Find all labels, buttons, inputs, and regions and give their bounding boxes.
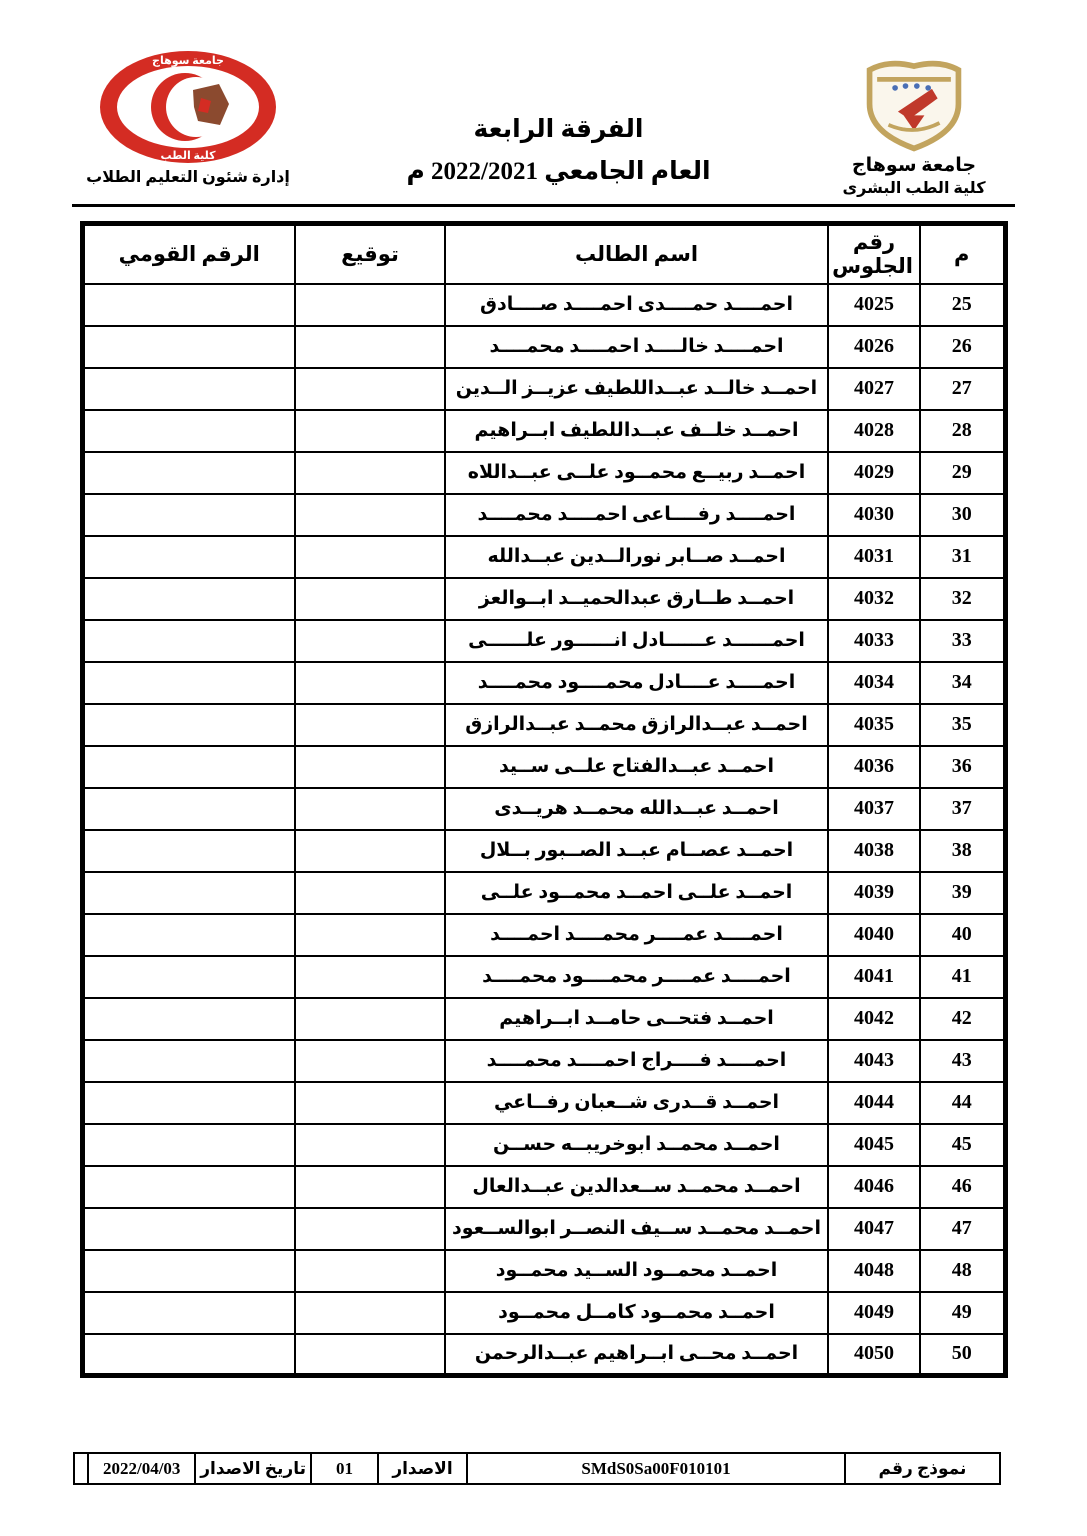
table-row — [82, 1250, 1005, 1292]
row-index: 28 — [920, 410, 1005, 452]
signature-cell — [295, 1082, 445, 1124]
signature-cell — [295, 494, 445, 536]
row-index: 29 — [920, 452, 1005, 494]
national-id-cell — [82, 536, 295, 578]
national-id-cell — [82, 662, 295, 704]
table-row — [82, 956, 1005, 998]
signature-cell — [295, 578, 445, 620]
national-id-cell — [82, 284, 295, 326]
issue-date-label: تاريخ الاصدار — [195, 1453, 311, 1484]
oval-logo-bottom-text: كلية الطب — [160, 150, 216, 162]
national-id-cell — [82, 956, 295, 998]
national-id-cell — [82, 1124, 295, 1166]
row-index: 35 — [920, 704, 1005, 746]
national-id-cell — [82, 746, 295, 788]
row-index: 30 — [920, 494, 1005, 536]
signature-cell — [295, 662, 445, 704]
national-id-cell — [82, 1334, 295, 1376]
national-id-cell — [82, 368, 295, 410]
faculty-of-medicine-crescent-logo-icon — [97, 48, 279, 166]
table-row — [82, 620, 1005, 662]
signature-cell — [295, 326, 445, 368]
table-row — [82, 830, 1005, 872]
table-row — [82, 662, 1005, 704]
student-name: احمــد عبــدالله محمــد هريــدى — [445, 788, 828, 830]
table-row — [82, 998, 1005, 1040]
row-index: 38 — [920, 830, 1005, 872]
header-divider — [72, 204, 1015, 207]
table-row — [82, 746, 1005, 788]
student-name: احمــــد عــــادل محمــــود محمــــد — [445, 662, 828, 704]
student-name: احمــــد عمــــر محمــــود محمــــد — [445, 956, 828, 998]
student-name: احمــد عبــدالرازق محمــد عبــدالرازق — [445, 704, 828, 746]
student-name: احمــد قــدرى شــعبان رفــاعي — [445, 1082, 828, 1124]
student-name: احمــــد فــــراج احمــــد محمــــد — [445, 1040, 828, 1082]
student-name: احمــد علــى احمــد محمــود علــى — [445, 872, 828, 914]
row-index: 50 — [920, 1334, 1005, 1376]
national-id-cell — [82, 704, 295, 746]
signature-cell — [295, 536, 445, 578]
administration-block — [78, 48, 298, 187]
table-row — [82, 1292, 1005, 1334]
seat-number: 4034 — [828, 662, 920, 704]
national-id-cell — [82, 1208, 295, 1250]
row-index: 42 — [920, 998, 1005, 1040]
national-id-cell — [82, 1082, 295, 1124]
table-row — [82, 788, 1005, 830]
national-id-cell — [82, 620, 295, 662]
row-index: 39 — [920, 872, 1005, 914]
national-id-cell — [82, 1292, 295, 1334]
row-index: 26 — [920, 326, 1005, 368]
version-value: 01 — [311, 1453, 378, 1484]
signature-cell — [295, 1124, 445, 1166]
table-row — [82, 1040, 1005, 1082]
seat-number: 4039 — [828, 872, 920, 914]
seat-number: 4047 — [828, 1208, 920, 1250]
row-index: 43 — [920, 1040, 1005, 1082]
student-name: احمــــد خالــــد احمــــد محمــــد — [445, 326, 828, 368]
student-name: احمــد عبــدالفتاح علــى ســيد — [445, 746, 828, 788]
student-name: احمــد محمــود كامــل محمــود — [445, 1292, 828, 1334]
student-name: احمــد عصــام عبــد الصــبور بــلال — [445, 830, 828, 872]
national-id-cell — [82, 494, 295, 536]
student-name: احمــد طــارق عبدالحميــد ابــوالعز — [445, 578, 828, 620]
row-index: 25 — [920, 284, 1005, 326]
seat-number: 4050 — [828, 1334, 920, 1376]
student-name: احمــد محمــود الســيد محمــود — [445, 1250, 828, 1292]
student-name: احمــــــد عــــــادل انــــــور علــــــى — [445, 620, 828, 662]
header-national-id: الرقم القومي — [82, 224, 295, 284]
signature-cell — [295, 1208, 445, 1250]
row-index: 46 — [920, 1166, 1005, 1208]
national-id-cell — [82, 410, 295, 452]
seat-number: 4038 — [828, 830, 920, 872]
table-row — [82, 536, 1005, 578]
signature-cell — [295, 1334, 445, 1376]
university-block — [819, 48, 1009, 198]
table-row — [82, 1082, 1005, 1124]
signature-cell — [295, 1166, 445, 1208]
seat-number: 4037 — [828, 788, 920, 830]
signature-cell — [295, 452, 445, 494]
table-row — [82, 452, 1005, 494]
seat-number: 4043 — [828, 1040, 920, 1082]
signature-cell — [295, 872, 445, 914]
row-index: 44 — [920, 1082, 1005, 1124]
row-index: 40 — [920, 914, 1005, 956]
student-name: احمــــد عمــــر محمــــد احمــــد — [445, 914, 828, 956]
table-row — [82, 914, 1005, 956]
seat-number: 4041 — [828, 956, 920, 998]
signature-cell — [295, 830, 445, 872]
administration-label: إدارة شئون التعليم الطلاب — [86, 169, 290, 186]
document-titles — [406, 48, 710, 186]
form-number-label: نموذج رقم — [845, 1453, 1000, 1484]
national-id-cell — [82, 872, 295, 914]
seat-number: 4026 — [828, 326, 920, 368]
faculty-name: كلية الطب البشرى — [842, 180, 986, 197]
seat-number: 4029 — [828, 452, 920, 494]
form-number-value: SMdS0Sa00F010101 — [467, 1453, 845, 1484]
table-row — [82, 284, 1005, 326]
row-index: 34 — [920, 662, 1005, 704]
row-index: 31 — [920, 536, 1005, 578]
signature-cell — [295, 410, 445, 452]
seat-number: 4036 — [828, 746, 920, 788]
seat-number: 4049 — [828, 1292, 920, 1334]
row-index: 36 — [920, 746, 1005, 788]
table-row — [82, 326, 1005, 368]
national-id-cell — [82, 1166, 295, 1208]
student-name: احمــد خالــد عبــداللطيف عزيــز الــدين — [445, 368, 828, 410]
row-index: 27 — [920, 368, 1005, 410]
signature-cell — [295, 1250, 445, 1292]
table-row — [82, 704, 1005, 746]
signature-cell — [295, 284, 445, 326]
seat-number: 4040 — [828, 914, 920, 956]
student-name: احمــد خلــف عبــداللطيف ابــراهيم — [445, 410, 828, 452]
signature-cell — [295, 1292, 445, 1334]
seat-number: 4045 — [828, 1124, 920, 1166]
sohag-university-shield-logo-icon — [862, 56, 966, 152]
signature-cell — [295, 914, 445, 956]
seat-number: 4042 — [828, 998, 920, 1040]
version-label: الاصدار — [378, 1453, 467, 1484]
signature-cell — [295, 704, 445, 746]
table-header-row — [82, 224, 1005, 284]
table-row — [82, 1124, 1005, 1166]
national-id-cell — [82, 1040, 295, 1082]
row-index: 45 — [920, 1124, 1005, 1166]
student-table-body — [82, 284, 1005, 1376]
signature-cell — [295, 956, 445, 998]
row-index: 33 — [920, 620, 1005, 662]
seat-number: 4030 — [828, 494, 920, 536]
signature-cell — [295, 788, 445, 830]
table-row — [82, 1334, 1005, 1376]
signature-cell — [295, 1040, 445, 1082]
student-name: احمــــد حمــــدى احمــــد صــــادق — [445, 284, 828, 326]
issue-date-value: 2022/04/03 — [88, 1453, 195, 1484]
national-id-cell — [82, 578, 295, 620]
student-name: احمــد محمــد ابوخريبــه حســن — [445, 1124, 828, 1166]
student-name: احمــد محمــد ســيف النصــر ابوالســعود — [445, 1208, 828, 1250]
row-index: 47 — [920, 1208, 1005, 1250]
student-name: احمــد محــى ابــراهيم عبــدالرحمن — [445, 1334, 828, 1376]
page-title: الفرقة الرابعة — [473, 116, 644, 143]
national-id-cell — [82, 326, 295, 368]
footer-empty-cell — [74, 1453, 88, 1484]
signature-cell — [295, 746, 445, 788]
university-name: جامعة سوهاج — [851, 155, 977, 176]
page-header — [0, 0, 1087, 198]
student-name: احمــد محمــد ســعدالدين عبــدالعال — [445, 1166, 828, 1208]
national-id-cell — [82, 998, 295, 1040]
seat-number: 4025 — [828, 284, 920, 326]
signature-cell — [295, 998, 445, 1040]
student-name: احمــد فتحــى حامــد ابــراهيم — [445, 998, 828, 1040]
row-index: 48 — [920, 1250, 1005, 1292]
national-id-cell — [82, 914, 295, 956]
national-id-cell — [82, 1250, 295, 1292]
row-index: 41 — [920, 956, 1005, 998]
table-row — [82, 578, 1005, 620]
national-id-cell — [82, 452, 295, 494]
row-index: 49 — [920, 1292, 1005, 1334]
header-seat-number: رقم الجلوس — [828, 224, 920, 284]
signature-cell — [295, 368, 445, 410]
student-name: احمــد ربيــع محمــود علــى عبــداللاه — [445, 452, 828, 494]
seat-number: 4028 — [828, 410, 920, 452]
table-row — [82, 410, 1005, 452]
row-index: 37 — [920, 788, 1005, 830]
table-row — [82, 494, 1005, 536]
student-name: احمــــد رفــــاعى احمــــد محمــــد — [445, 494, 828, 536]
row-index: 32 — [920, 578, 1005, 620]
seat-number: 4044 — [828, 1082, 920, 1124]
student-name: احمــد صــابر نورالــدين عبــدالله — [445, 536, 828, 578]
national-id-cell — [82, 830, 295, 872]
table-row — [82, 1208, 1005, 1250]
seat-number: 4046 — [828, 1166, 920, 1208]
academic-year-title: العام الجامعي 2022/2021 م — [406, 158, 711, 185]
form-footer-table — [73, 1452, 1001, 1485]
table-row — [82, 1166, 1005, 1208]
national-id-cell — [82, 788, 295, 830]
seat-number: 4032 — [828, 578, 920, 620]
table-row — [82, 368, 1005, 410]
seat-number: 4035 — [828, 704, 920, 746]
seat-number: 4048 — [828, 1250, 920, 1292]
header-signature: توقيع — [295, 224, 445, 284]
student-roster-table — [80, 221, 1008, 1378]
form-footer-row — [74, 1453, 1000, 1484]
header-student-name: اسم الطالب — [445, 224, 828, 284]
signature-cell — [295, 620, 445, 662]
table-row — [82, 872, 1005, 914]
seat-number: 4027 — [828, 368, 920, 410]
oval-logo-top-text: جامعة سوهاج — [152, 55, 224, 67]
seat-number: 4033 — [828, 620, 920, 662]
header-index: م — [920, 224, 1005, 284]
seat-number: 4031 — [828, 536, 920, 578]
